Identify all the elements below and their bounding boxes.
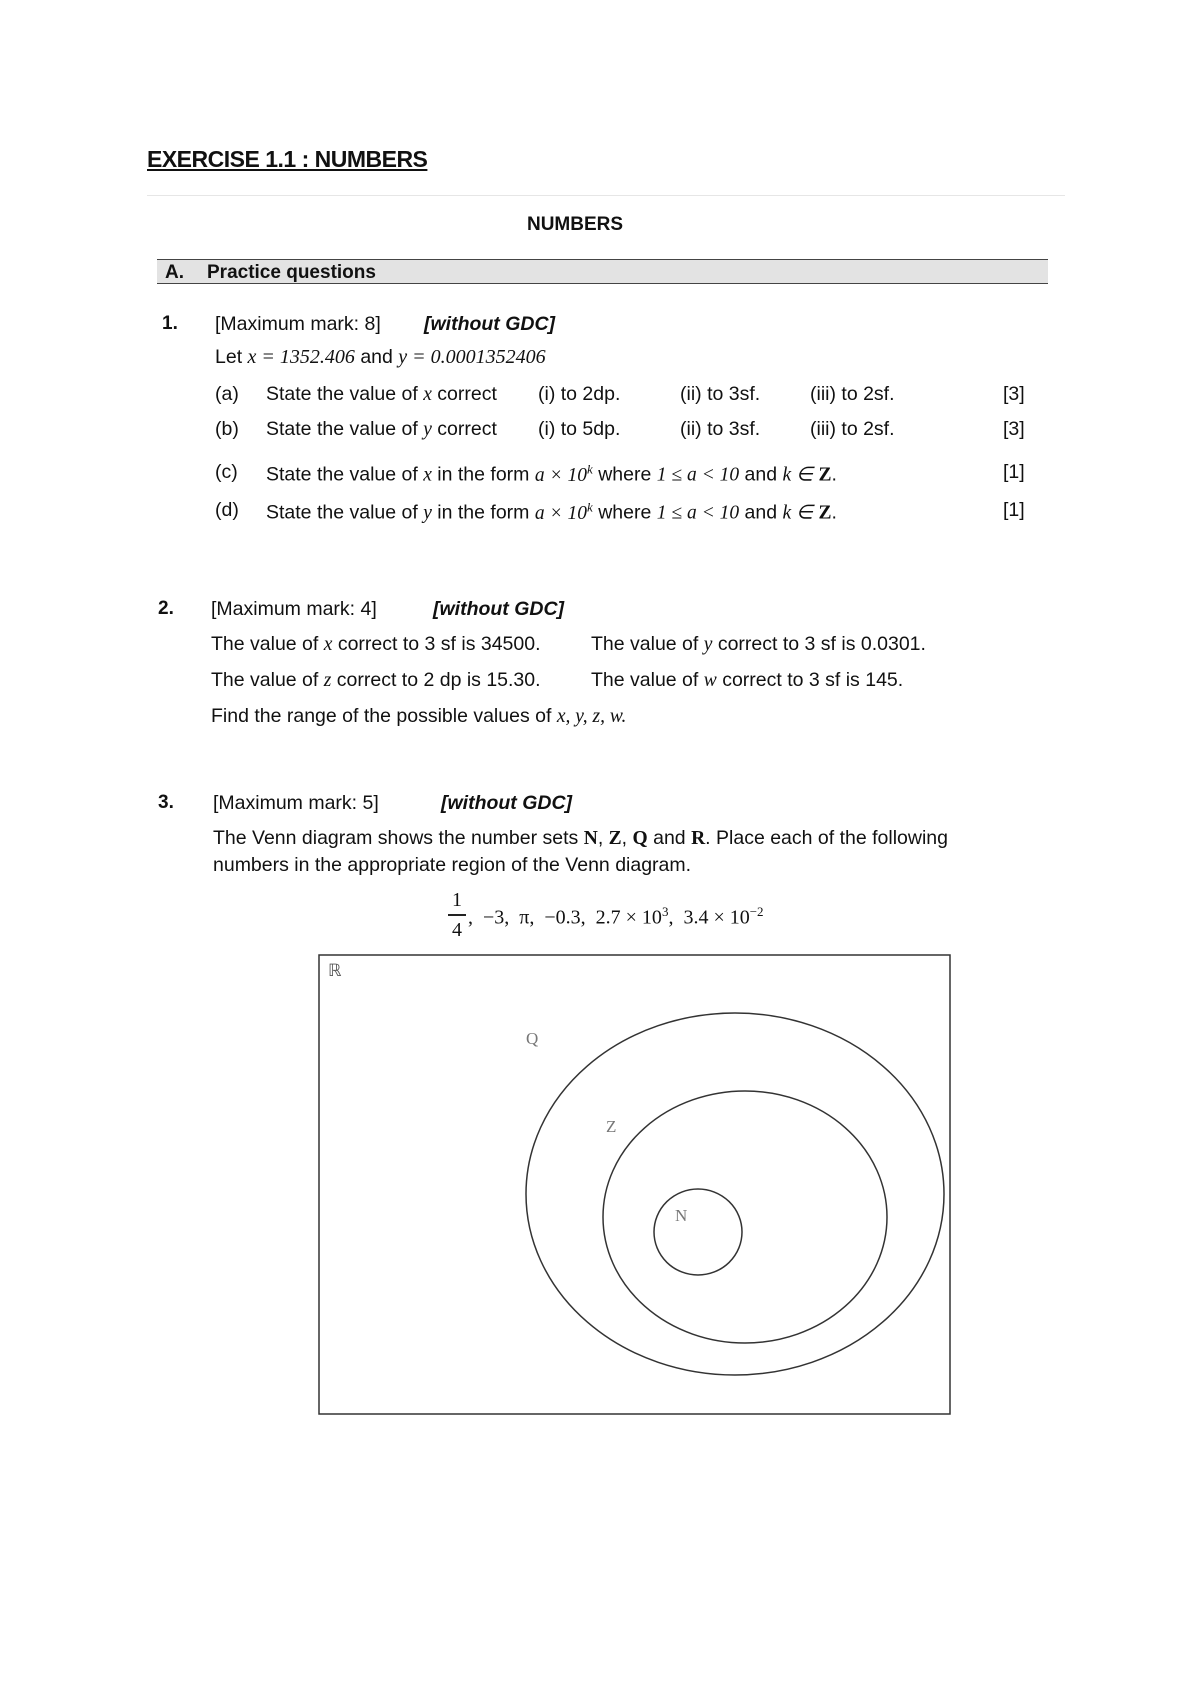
part-d-prefix: State the value of [266, 501, 418, 524]
fraction-numerator: 1 [452, 889, 462, 911]
part-c-condition: 1 ≤ a < 10 [656, 464, 740, 486]
section-title: Practice questions [207, 262, 376, 283]
question-2-line-2b [591, 669, 903, 692]
part-c-exponent: k [587, 461, 593, 476]
part-c-where: where [598, 463, 652, 486]
let-word: Let [215, 346, 243, 368]
numbers-rest [468, 904, 764, 930]
line-1a-variable: x [323, 634, 333, 655]
set-Q-circle [526, 1013, 944, 1375]
part-d-marks: [1] [1003, 499, 1025, 521]
part-a-label: (a) [215, 383, 239, 405]
find-prefix: Find the range of the possible values of [211, 705, 552, 727]
part-a-option-iii: (iii) to 2sf. [810, 383, 895, 405]
part-d-where: where [598, 501, 652, 524]
venn-label-Q: Q [526, 1029, 539, 1048]
part-c-text [266, 461, 837, 487]
part-c-variable: x [423, 464, 432, 486]
venn-diagram [318, 954, 951, 1415]
y-definition: y = 0.0001352406 [398, 346, 546, 368]
part-c-k-in: k ∈ [782, 464, 814, 486]
set-N: N [583, 828, 598, 849]
line-2a-suffix: correct to 2 dp is 15.30. [336, 669, 541, 691]
header-divider [147, 195, 1065, 196]
question-2-max-mark: [Maximum mark: 4] [211, 598, 377, 620]
part-b-prefix: State the value of [266, 418, 418, 440]
part-d-exponent: k [587, 499, 593, 514]
question-2-line-1a [211, 633, 541, 656]
part-d-label: (d) [215, 499, 239, 521]
part-b-option-ii: (ii) to 3sf. [680, 418, 761, 440]
page-heading: NUMBERS [526, 214, 624, 235]
venn-label-N: N [675, 1206, 688, 1225]
part-d-k-in: k ∈ [782, 502, 814, 524]
part-d-form [534, 499, 593, 524]
exponent-minus-2: −2 [749, 904, 764, 919]
line-1b-variable: y [703, 634, 713, 655]
x-definition: x = 1352.406 [247, 346, 355, 368]
question-3-max-mark: [Maximum mark: 5] [213, 792, 379, 814]
set-R: R [691, 828, 706, 849]
exercise-title: EXERCISE 1.1 : NUMBERS [147, 146, 428, 172]
line-2a-prefix: The value of [211, 669, 319, 691]
venn-label-Z: Z [606, 1117, 617, 1136]
question-2-line-2a [211, 669, 541, 692]
part-a-option-ii: (ii) to 3sf. [680, 383, 761, 405]
question-3-line-1: The Venn diagram shows the number sets N, Z, Q and R. Place each of the following [213, 827, 948, 849]
part-c-form [534, 461, 593, 486]
part-d-period: . [831, 501, 837, 524]
question-2-gdc-note: [without GDC] [433, 598, 565, 620]
part-a-option-i: (i) to 2dp. [538, 383, 621, 405]
part-d-variable: y [423, 502, 432, 524]
and-word: and [360, 346, 393, 368]
part-c-label: (c) [215, 461, 238, 483]
set-Z: Z [608, 828, 622, 849]
line-2b-prefix: The value of [591, 669, 699, 691]
part-a-text [266, 383, 497, 406]
set-Z-circle [603, 1091, 887, 1343]
q3-line1-suffix: . Place each of the following [705, 827, 948, 849]
part-d-condition: 1 ≤ a < 10 [656, 502, 740, 524]
set-Q: Q [632, 828, 648, 849]
part-b-option-i: (i) to 5dp. [538, 418, 621, 440]
q3-line1-and: and [653, 827, 686, 849]
question-1-gdc-note: [without GDC] [424, 313, 556, 335]
numbers-rest-text: , −3, π, −0.3, 2.7 × 10 [468, 906, 662, 929]
fraction-one-quarter [448, 888, 466, 942]
question-3-line-2: numbers in the appropriate region of the Venn diagram. [213, 854, 692, 876]
part-d-form-text: in the form [437, 501, 530, 524]
part-c-and: and [744, 463, 778, 486]
part-b-text [266, 418, 497, 441]
q3-line1-prefix: The Venn diagram shows the number sets [213, 827, 579, 849]
part-b-suffix: correct [437, 418, 497, 440]
part-a-variable: x [423, 384, 432, 405]
part-c-prefix: State the value of [266, 463, 418, 486]
part-d-set: Z [818, 502, 832, 524]
fraction-denominator: 4 [452, 918, 462, 941]
part-b-variable: y [423, 419, 432, 440]
part-a-marks: [3] [1003, 383, 1025, 405]
question-3-number: 3. [158, 792, 174, 813]
find-variables: x, y, z, w. [556, 706, 627, 727]
line-1a-suffix: correct to 3 sf is 34500. [337, 633, 541, 655]
venn-label-R: ℝ [328, 961, 342, 980]
question-2-find-line [211, 705, 626, 728]
question-1-number: 1. [162, 313, 178, 334]
question-2-number: 2. [158, 598, 174, 619]
line-1b-prefix: The value of [591, 633, 699, 655]
part-c-set: Z [818, 464, 832, 486]
set-N-circle [654, 1189, 742, 1275]
line-1b-suffix: correct to 3 sf is 0.0301. [717, 633, 926, 655]
part-b-option-iii: (iii) to 2sf. [810, 418, 895, 440]
part-d-text [266, 499, 837, 525]
part-c-period: . [831, 463, 837, 486]
line-2a-variable: z [323, 670, 332, 691]
part-c-form-text: in the form [437, 463, 530, 486]
set-R-rectangle [319, 955, 950, 1414]
line-2b-variable: w [703, 670, 717, 691]
line-1a-prefix: The value of [211, 633, 319, 655]
question-1-max-mark: [Maximum mark: 8] [215, 313, 381, 335]
part-d-form-base: a × 10 [534, 502, 587, 524]
question-3-gdc-note: [without GDC] [441, 792, 573, 814]
part-d-and: and [744, 501, 778, 524]
line-2b-suffix: correct to 3 sf is 145. [722, 669, 904, 691]
part-c-form-base: a × 10 [534, 464, 587, 486]
question-2-line-1b [591, 633, 926, 656]
section-letter: A. [165, 262, 184, 283]
exponent-3: 3 [661, 904, 669, 919]
part-c-marks: [1] [1003, 461, 1025, 483]
part-b-marks: [3] [1003, 418, 1025, 440]
question-1-let-line [215, 346, 546, 369]
fraction-bar [448, 914, 466, 916]
part-a-suffix: correct [437, 383, 497, 405]
numbers-last-base: , 3.4 × 10 [668, 906, 750, 929]
part-a-prefix: State the value of [266, 383, 418, 405]
part-b-label: (b) [215, 418, 239, 440]
